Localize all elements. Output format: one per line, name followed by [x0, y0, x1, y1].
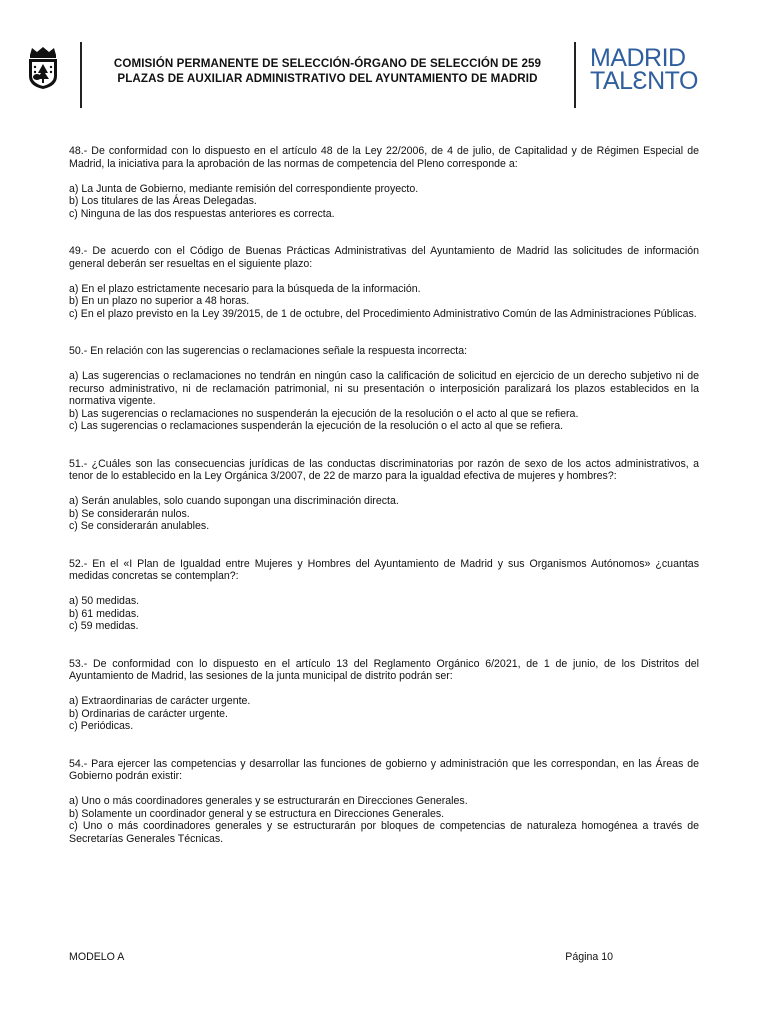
- answer-option-c: c) En el plazo previsto en la Ley 39/2015, de 1 de octubre, del Procedimiento Administrativo Común de las Administraciones Públicas.: [69, 307, 697, 320]
- answer-option-a: a) Las sugerencias o reclamaciones no tendrán en ningún caso la calificación de solicitud en ejercicio de un derecho subjetivo ni de recurso administrativo, ni de reclamación patrimonial, ni su presentación o interposición paralizará los plazos establecidos en la normativa vigente.: [69, 370, 699, 407]
- question-50: [69, 345, 699, 433]
- question-48: [69, 145, 699, 220]
- title-line-1: COMISIÓN PERMANENTE DE SELECCIÓN-ÓRGANO DE SELECCIÓN DE 259: [113, 57, 542, 70]
- answer-option-c: c) Uno o más coordinadores generales y se estructurarán por bloques de competencias de naturaleza homogénea a través de Secretarías Generales Técnicas.: [69, 820, 699, 845]
- question-stem: 50.- En relación con las sugerencias o reclamaciones señale la respuesta incorrecta:: [69, 345, 468, 357]
- answer-option-c: c) Las sugerencias o reclamaciones suspenderán la ejecución de la resolución o el acto al que se refiera.: [69, 420, 564, 432]
- answer-option-a: a) La Junta de Gobierno, mediante remisión del correspondiente proyecto.: [69, 182, 419, 195]
- questions-list: [69, 145, 699, 870]
- answer-option-b: b) En un plazo no superior a 48 horas.: [69, 295, 250, 307]
- header-divider-right: [574, 42, 576, 108]
- logo-line-1: MADRID: [590, 44, 686, 72]
- title-line-2: PLAZAS DE AUXILIAR ADMINISTRATIVO DEL AYUNTAMIENTO DE MADRID: [117, 72, 538, 85]
- question-stem: 53.- De conformidad con lo dispuesto en el artículo 13 del Reglamento Orgánico 6/2021, de 1 de junio, de los Distritos del Ayuntamiento de Madrid, las sesiones de la junta municipal de distrito podrán ser:: [69, 657, 699, 682]
- question-54: [69, 758, 699, 846]
- question-stem: 52.- En el «I Plan de Igualdad entre Mujeres y Hombres del Ayuntamiento de Madrid y sus Organismos Autónomos» ¿cuantas medidas concretas se contemplan?:: [69, 557, 699, 582]
- page-number: Página 10: [565, 951, 613, 963]
- question-stem: 48.- De conformidad con lo dispuesto en el artículo 48 de la Ley 22/2006, de 4 de julio, de Capitalidad y de Régimen Especial de Madrid, la iniciativa para la aprobación de las normas de competencia del Pleno corresponde a:: [69, 145, 699, 170]
- answer-option-b: b) Los titulares de las Áreas Delegadas.: [69, 195, 257, 207]
- answer-option-b: b) Se considerarán nulos.: [69, 507, 190, 520]
- page-title: [90, 56, 565, 86]
- answer-option-a: a) En el plazo estrictamente necesario para la búsqueda de la información.: [69, 282, 421, 295]
- answer-option-b: b) Ordinarias de carácter urgente.: [69, 707, 228, 720]
- answer-option-b: b) 61 medidas.: [69, 607, 140, 620]
- header-divider-left: [80, 42, 82, 108]
- answer-option-a: a) Uno o más coordinadores generales y se estructurarán en Direcciones Generales.: [69, 795, 468, 807]
- answer-option-a: a) 50 medidas.: [69, 595, 140, 607]
- answer-option-c: c) Ninguna de las dos respuestas anteriores es correcta.: [69, 207, 335, 220]
- question-52: [69, 558, 699, 633]
- answer-option-a: a) Serán anulables, solo cuando supongan una discriminación directa.: [69, 495, 399, 507]
- madrid-talento-logo: [590, 42, 730, 102]
- answer-option-c: c) 59 medidas.: [69, 620, 139, 632]
- question-stem: 49.- De acuerdo con el Código de Buenas Prácticas Administrativas del Ayuntamiento de Madrid las solicitudes de información general deberán ser resueltas en el siguiente plazo:: [69, 245, 699, 270]
- page-header: [0, 0, 768, 110]
- answer-option-b: b) Las sugerencias o reclamaciones no suspenderán la ejecución de la resolución o el acto al que se refiera.: [69, 407, 579, 420]
- question-stem: 51.- ¿Cuáles son las consecuencias jurídicas de las conductas discriminatorias por razón de sexo de los actos administrativos, a tenor de lo establecido en la Ley Orgánica 3/2007, de 22 de marzo para la igualdad efectiva de mujeres y hombres?:: [69, 457, 699, 482]
- question-53: [69, 658, 699, 733]
- exam-model-label: MODELO A: [69, 951, 125, 963]
- answer-option-c: c) Periódicas.: [69, 720, 134, 732]
- question-stem: 54.- Para ejercer las competencias y desarrollar las funciones de gobierno y administración que les correspondan, en las Áreas de Gobierno podrán existir:: [69, 757, 699, 782]
- answer-option-c: c) Se considerarán anulables.: [69, 520, 210, 532]
- madrid-coat-of-arms-icon: [24, 46, 62, 90]
- answer-option-b: b) Solamente un coordinador general y se estructura en Direcciones Generales.: [69, 807, 445, 820]
- logo-line-2: TALƐNTO: [590, 67, 698, 95]
- question-51: [69, 458, 699, 533]
- question-49: [69, 245, 699, 320]
- answer-option-a: a) Extraordinarias de carácter urgente.: [69, 695, 251, 707]
